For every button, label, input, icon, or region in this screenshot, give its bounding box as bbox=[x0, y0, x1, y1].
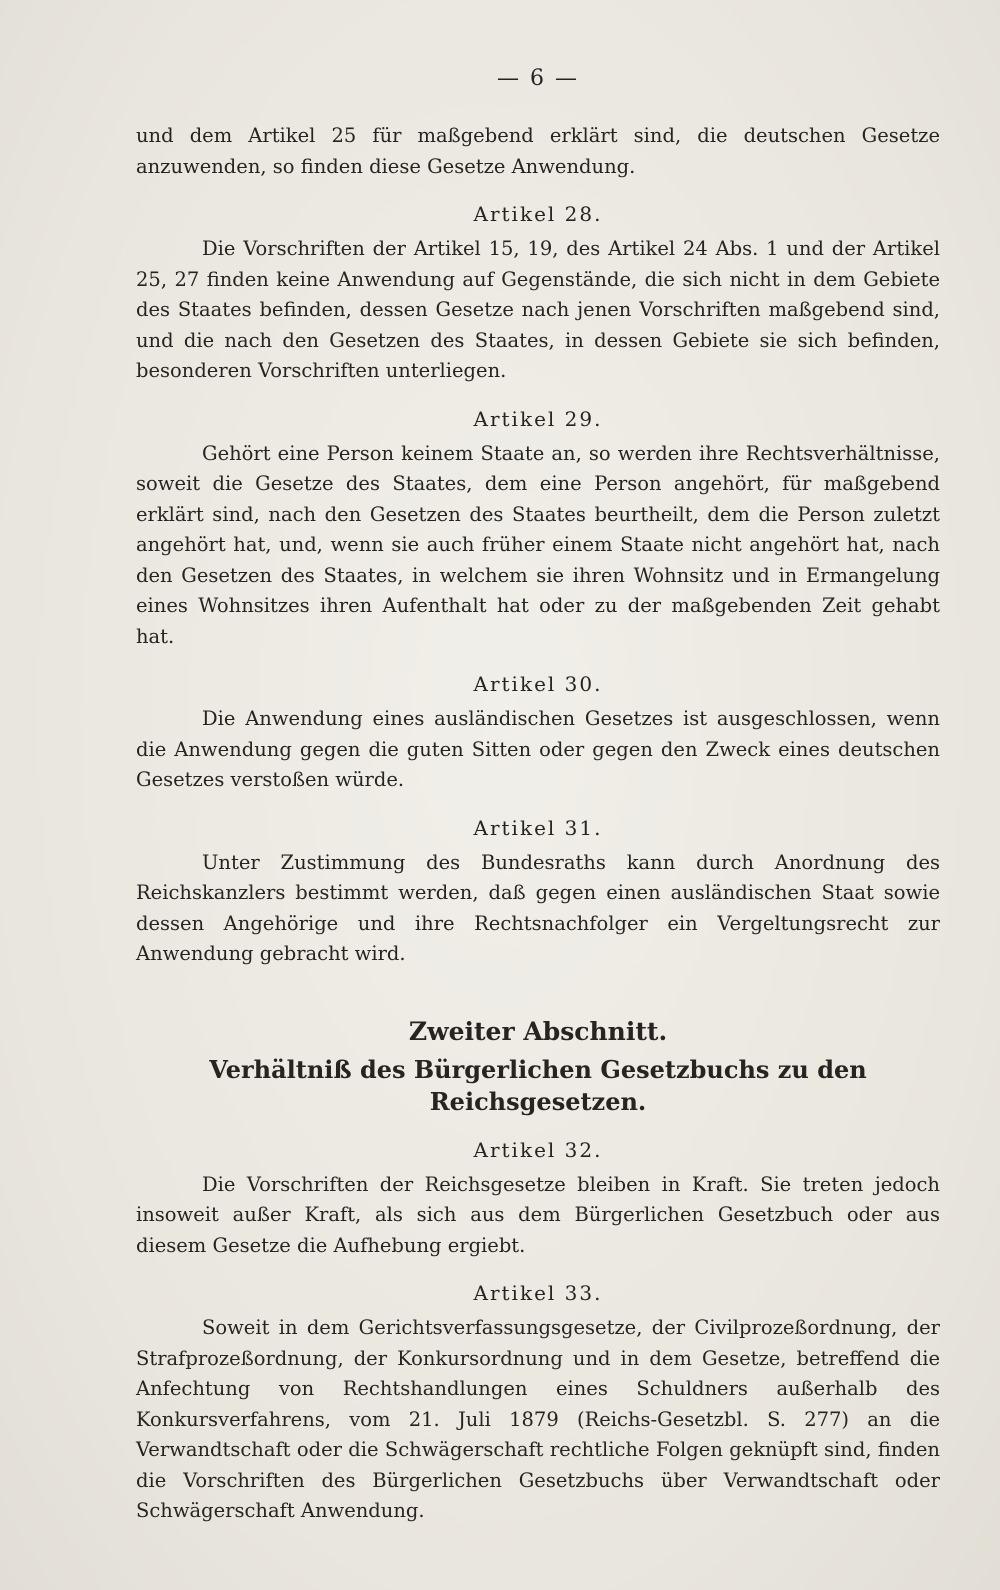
section-title: Zweiter Abschnitt. bbox=[408, 1016, 668, 1046]
article-31 bbox=[136, 814, 940, 970]
article-heading: Artikel 32. bbox=[473, 1137, 603, 1162]
page-number: — 6 — bbox=[497, 66, 579, 91]
article-heading: Artikel 33. bbox=[473, 1281, 603, 1305]
article-text: Die Anwendung eines ausländischen Gesetzes ist ausgeschlossen, wenn die Anwendung gegen die guten Sitten oder gegen den Zweck eines deutschen Gesetzes verstoßen würde. bbox=[136, 707, 940, 791]
article-33 bbox=[136, 1279, 940, 1527]
article-heading: Artikel 30. bbox=[473, 672, 603, 696]
article-30 bbox=[136, 670, 940, 796]
section-subtitle: Verhältniß des Bürgerlichen Gesetzbuchs zu den Reichsgesetzen. bbox=[209, 1054, 867, 1116]
article-text: Gehört eine Person keinem Staate an, so werden ihre Rechtsverhältnisse, soweit die Gesetze des Staates, dem eine Person angehört, für maßgebend erklärt sind, nach den Gesetzen des Staates beurtheilt, dem die Person zuletzt angehört hat, und, wenn sie auch früher einem Staate nicht angehört hat, nach den Gesetzen des Staates, in welchem sie ihren Wohnsitz und in Ermangelung eines Wohnsitzes ihren Aufenthalt hat oder zu der maßgebenden Zeit gehabt hat. bbox=[136, 441, 940, 648]
article-heading: Artikel 31. bbox=[473, 815, 603, 840]
article-text: Die Vorschriften der Reichsgesetze bleiben in Kraft. Sie treten jedoch insoweit außer Kraft, als sich aus dem Bürgerlichen Gesetzbuch oder aus diesem Gesetze die Aufhebung ergiebt. bbox=[136, 1172, 940, 1257]
article-28 bbox=[136, 200, 940, 387]
intro-paragraph: und dem Artikel 25 für maßgebend erklärt sind, die deutschen Gesetze anzuwenden, so finden diese Gesetze Anwendung. bbox=[136, 124, 940, 178]
article-32 bbox=[136, 1136, 940, 1262]
article-text: Soweit in dem Gerichtsverfassungsgesetze, der Civilprozeßordnung, der Strafprozeßordnung, der Konkursordnung und in dem Gesetze, betreffend die Anfechtung von Rechtshandlungen eines Schuldners außerhalb des Konkursverfahrens, vom 21. Juli 1879 (Reichs-Gesetzbl. S. 277) an die Verwandtschaft oder die Schwägerschaft rechtliche Folgen geknüpft sind, finden die Vorschriften des Bürgerlichen Gesetzbuchs über Verwandtschaft oder Schwägerschaft Anwendung. bbox=[136, 1316, 940, 1522]
article-text: Die Vorschriften der Artikel 15, 19, des Artikel 24 Abs. 1 und der Artikel 25, 27 finden keine Anwendung auf Gegenstände, die sich nicht in dem Gebiete des Staates befinden, dessen Gesetze nach jenen Vorschriften maßgebend sind, und die nach den Gesetzen des Staates, in dessen Gebiete sie sich befinden, besonderen Vorschriften unterliegen. bbox=[136, 237, 940, 382]
article-heading: Artikel 28. bbox=[473, 202, 603, 226]
article-heading: Artikel 29. bbox=[473, 406, 603, 431]
article-text: Unter Zustimmung des Bundesraths kann durch Anordnung des Reichskanzlers bestimmt werden, daß gegen einen ausländischen Staat sowie dessen Angehörige und ihre Rechtsnachfolger ein Vergeltungsrecht zur Anwendung gebracht wird. bbox=[136, 850, 940, 965]
article-29 bbox=[136, 405, 940, 653]
